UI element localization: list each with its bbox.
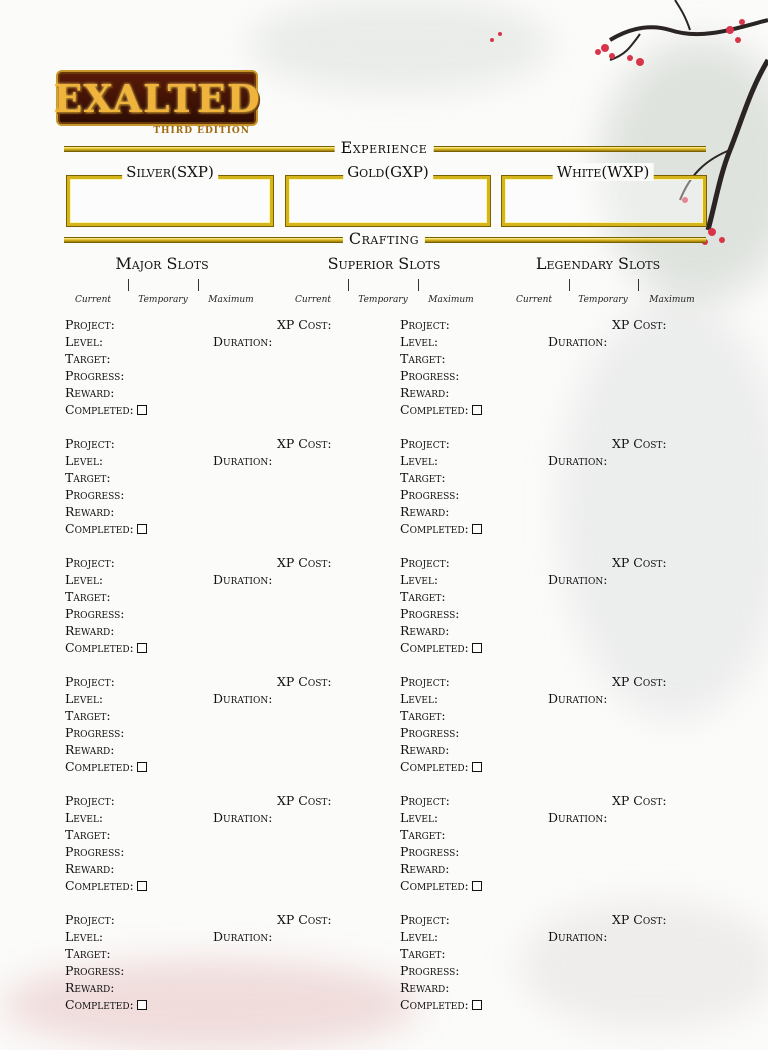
superior-maximum-label: Maximum xyxy=(428,295,474,305)
xp-cost-label: XP Cost: xyxy=(612,793,667,808)
silver-xp-box[interactable] xyxy=(67,176,273,226)
reward-label: Reward: xyxy=(400,861,450,876)
completed-checkbox[interactable] xyxy=(137,1000,147,1010)
duration-label: Duration: xyxy=(548,929,608,944)
completed-label: Completed: xyxy=(400,878,469,893)
level-label: Level: xyxy=(400,334,439,349)
completed-label-row xyxy=(400,403,482,417)
reward-label-row xyxy=(65,862,115,876)
level-label: Level: xyxy=(400,810,439,825)
project-entry xyxy=(400,318,700,418)
major-current-label: Current xyxy=(74,295,112,305)
xp-cost-label: XP Cost: xyxy=(612,555,667,570)
gold-xp-box[interactable] xyxy=(286,176,490,226)
level-label: Level: xyxy=(400,572,439,587)
project-entry xyxy=(400,794,700,894)
reward-label: Reward: xyxy=(65,742,115,757)
xp-cost-label: XP Cost: xyxy=(612,912,667,927)
progress-label: Progress: xyxy=(400,606,460,621)
duration-label: Duration: xyxy=(548,691,608,706)
completed-checkbox[interactable] xyxy=(137,524,147,534)
completed-label-row xyxy=(65,760,147,774)
progress-label-row xyxy=(400,488,460,502)
superior-slots-title: Superior Slots xyxy=(327,254,441,273)
project-label-row xyxy=(400,675,450,689)
reward-label-row xyxy=(65,743,115,757)
target-label: Target: xyxy=(65,708,111,723)
reward-label: Reward: xyxy=(65,385,115,400)
xp-cost-label: XP Cost: xyxy=(277,436,332,451)
exalted-logo xyxy=(53,70,261,136)
progress-label: Progress: xyxy=(400,487,460,502)
reward-label: Reward: xyxy=(400,742,450,757)
project-entry xyxy=(400,437,700,537)
duration-label: Duration: xyxy=(213,572,273,587)
major-temporary-label: Temporary xyxy=(138,295,188,305)
reward-label-row xyxy=(400,981,450,995)
progress-label-row xyxy=(65,964,125,978)
level-label-row xyxy=(65,692,103,706)
level-label-row xyxy=(400,454,438,468)
project-entry xyxy=(400,675,700,775)
project-entry xyxy=(65,675,365,775)
target-label: Target: xyxy=(400,708,446,723)
progress-label-row xyxy=(65,726,125,740)
superior-current-label: Current xyxy=(294,295,332,305)
level-label: Level: xyxy=(400,929,439,944)
xp-cost-label: XP Cost: xyxy=(277,674,332,689)
slot-separator xyxy=(569,279,570,291)
completed-label: Completed: xyxy=(400,521,469,536)
target-label: Target: xyxy=(400,827,446,842)
reward-label-row xyxy=(65,505,115,519)
progress-label: Progress: xyxy=(400,963,460,978)
white-xp-label: White(WXP) xyxy=(553,163,654,181)
completed-label: Completed: xyxy=(65,997,134,1012)
white-xp-box[interactable] xyxy=(502,176,706,226)
reward-label: Reward: xyxy=(400,623,450,638)
completed-checkbox[interactable] xyxy=(137,881,147,891)
project-label-row xyxy=(65,437,115,451)
target-label: Target: xyxy=(65,589,111,604)
duration-label: Duration: xyxy=(213,453,273,468)
progress-label-row xyxy=(400,607,460,621)
progress-label: Progress: xyxy=(400,368,460,383)
completed-checkbox[interactable] xyxy=(137,762,147,772)
level-label: Level: xyxy=(65,810,104,825)
level-label: Level: xyxy=(65,929,104,944)
progress-label-row xyxy=(65,845,125,859)
duration-label: Duration: xyxy=(213,691,273,706)
duration-label: Duration: xyxy=(548,453,608,468)
progress-label-row xyxy=(400,369,460,383)
crafting-title: Crafting xyxy=(343,230,425,248)
target-label-row xyxy=(400,947,446,961)
progress-label: Progress: xyxy=(400,725,460,740)
reward-label-row xyxy=(65,981,115,995)
target-label-row xyxy=(400,828,446,842)
completed-label: Completed: xyxy=(400,640,469,655)
project-label: Project: xyxy=(65,912,115,927)
level-label-row xyxy=(65,930,103,944)
reward-label: Reward: xyxy=(400,385,450,400)
reward-label-row xyxy=(400,624,450,638)
xp-cost-label: XP Cost: xyxy=(612,317,667,332)
completed-checkbox[interactable] xyxy=(472,524,482,534)
project-label-row xyxy=(400,556,450,570)
logo-title: EXALTED xyxy=(56,70,258,126)
target-label-row xyxy=(400,590,446,604)
target-label: Target: xyxy=(400,470,446,485)
duration-label: Duration: xyxy=(213,810,273,825)
reward-label: Reward: xyxy=(65,861,115,876)
slot-separator xyxy=(348,279,349,291)
project-label: Project: xyxy=(400,912,450,927)
progress-label-row xyxy=(400,964,460,978)
slot-separator xyxy=(128,279,129,291)
legendary-slots-title: Legendary Slots xyxy=(535,254,661,273)
experience-title: Experience xyxy=(335,139,434,157)
legendary-maximum-label: Maximum xyxy=(649,295,695,305)
completed-label-row xyxy=(400,879,482,893)
completed-label: Completed: xyxy=(65,878,134,893)
project-label: Project: xyxy=(65,436,115,451)
project-entry xyxy=(65,318,365,418)
completed-label: Completed: xyxy=(400,402,469,417)
silver-xp-label: Silver(SXP) xyxy=(122,163,218,181)
project-label: Project: xyxy=(400,317,450,332)
level-label-row xyxy=(65,454,103,468)
progress-label-row xyxy=(400,845,460,859)
completed-checkbox[interactable] xyxy=(472,643,482,653)
slot-separator xyxy=(638,279,639,291)
project-entry xyxy=(400,556,700,656)
level-label: Level: xyxy=(65,691,104,706)
progress-label-row xyxy=(65,369,125,383)
slot-separator xyxy=(418,279,419,291)
completed-label: Completed: xyxy=(65,640,134,655)
project-label-row xyxy=(65,318,115,332)
completed-checkbox[interactable] xyxy=(137,405,147,415)
duration-label: Duration: xyxy=(548,572,608,587)
project-label-row xyxy=(65,675,115,689)
progress-label: Progress: xyxy=(65,487,125,502)
completed-label-row xyxy=(65,641,147,655)
target-label: Target: xyxy=(65,470,111,485)
completed-label-row xyxy=(65,998,147,1012)
target-label: Target: xyxy=(65,946,111,961)
project-label-row xyxy=(65,556,115,570)
completed-label-row xyxy=(65,879,147,893)
duration-label: Duration: xyxy=(548,810,608,825)
xp-cost-label: XP Cost: xyxy=(612,436,667,451)
target-label: Target: xyxy=(400,946,446,961)
reward-label: Reward: xyxy=(400,980,450,995)
progress-label: Progress: xyxy=(65,963,125,978)
reward-label-row xyxy=(400,862,450,876)
completed-label-row xyxy=(400,998,482,1012)
completed-checkbox[interactable] xyxy=(137,643,147,653)
target-label-row xyxy=(65,590,111,604)
level-label: Level: xyxy=(400,691,439,706)
major-maximum-label: Maximum xyxy=(208,295,254,305)
level-label-row xyxy=(400,335,438,349)
completed-checkbox[interactable] xyxy=(472,881,482,891)
project-label-row xyxy=(400,437,450,451)
xp-cost-label: XP Cost: xyxy=(277,793,332,808)
reward-label-row xyxy=(400,743,450,757)
level-label: Level: xyxy=(65,334,104,349)
slot-separator xyxy=(198,279,199,291)
reward-label: Reward: xyxy=(400,504,450,519)
project-entry xyxy=(65,556,365,656)
completed-checkbox[interactable] xyxy=(472,405,482,415)
background-wash xyxy=(250,0,550,90)
level-label-row xyxy=(65,573,103,587)
target-label: Target: xyxy=(400,589,446,604)
project-label: Project: xyxy=(65,793,115,808)
level-label: Level: xyxy=(65,453,104,468)
completed-label: Completed: xyxy=(65,402,134,417)
completed-label: Completed: xyxy=(65,521,134,536)
reward-label-row xyxy=(400,505,450,519)
completed-checkbox[interactable] xyxy=(472,762,482,772)
progress-label: Progress: xyxy=(400,844,460,859)
logo-subtitle: THIRD EDITION xyxy=(153,126,250,136)
project-label: Project: xyxy=(65,674,115,689)
level-label-row xyxy=(65,335,103,349)
target-label-row xyxy=(400,352,446,366)
completed-label-row xyxy=(400,760,482,774)
xp-cost-label: XP Cost: xyxy=(612,674,667,689)
target-label-row xyxy=(400,471,446,485)
project-entry xyxy=(65,794,365,894)
target-label-row xyxy=(65,947,111,961)
level-label: Level: xyxy=(65,572,104,587)
reward-label-row xyxy=(65,386,115,400)
project-label-row xyxy=(400,318,450,332)
duration-label: Duration: xyxy=(213,929,273,944)
progress-label-row xyxy=(65,607,125,621)
project-label: Project: xyxy=(400,793,450,808)
progress-label: Progress: xyxy=(65,606,125,621)
completed-label: Completed: xyxy=(400,759,469,774)
project-label-row xyxy=(400,913,450,927)
target-label-row xyxy=(65,352,111,366)
completed-label-row xyxy=(400,641,482,655)
xp-cost-label: XP Cost: xyxy=(277,912,332,927)
project-label: Project: xyxy=(400,555,450,570)
xp-cost-label: XP Cost: xyxy=(277,555,332,570)
completed-label-row xyxy=(400,522,482,536)
completed-label-row xyxy=(65,403,147,417)
gold-xp-label: Gold(GXP) xyxy=(343,163,433,181)
reward-label: Reward: xyxy=(65,980,115,995)
target-label-row xyxy=(65,709,111,723)
project-label-row xyxy=(65,913,115,927)
level-label: Level: xyxy=(400,453,439,468)
target-label-row xyxy=(65,471,111,485)
completed-checkbox[interactable] xyxy=(472,1000,482,1010)
progress-label-row xyxy=(65,488,125,502)
duration-label: Duration: xyxy=(213,334,273,349)
target-label: Target: xyxy=(65,827,111,842)
progress-label: Progress: xyxy=(65,368,125,383)
xp-cost-label: XP Cost: xyxy=(277,317,332,332)
progress-label: Progress: xyxy=(65,725,125,740)
project-entry xyxy=(65,913,365,1013)
target-label-row xyxy=(65,828,111,842)
project-label: Project: xyxy=(400,436,450,451)
reward-label-row xyxy=(65,624,115,638)
legendary-temporary-label: Temporary xyxy=(578,295,628,305)
superior-temporary-label: Temporary xyxy=(358,295,408,305)
project-label: Project: xyxy=(65,317,115,332)
target-label: Target: xyxy=(400,351,446,366)
project-entry xyxy=(65,437,365,537)
level-label-row xyxy=(400,930,438,944)
project-entry xyxy=(400,913,700,1013)
duration-label: Duration: xyxy=(548,334,608,349)
level-label-row xyxy=(65,811,103,825)
level-label-row xyxy=(400,692,438,706)
reward-label: Reward: xyxy=(65,623,115,638)
legendary-current-label: Current xyxy=(515,295,553,305)
level-label-row xyxy=(400,573,438,587)
progress-label-row xyxy=(400,726,460,740)
completed-label-row xyxy=(65,522,147,536)
completed-label: Completed: xyxy=(400,997,469,1012)
completed-label: Completed: xyxy=(65,759,134,774)
target-label: Target: xyxy=(65,351,111,366)
reward-label: Reward: xyxy=(65,504,115,519)
target-label-row xyxy=(400,709,446,723)
major-slots-title: Major Slots xyxy=(115,254,209,273)
reward-label-row xyxy=(400,386,450,400)
project-label-row xyxy=(65,794,115,808)
progress-label: Progress: xyxy=(65,844,125,859)
project-label: Project: xyxy=(400,674,450,689)
project-label-row xyxy=(400,794,450,808)
level-label-row xyxy=(400,811,438,825)
project-label: Project: xyxy=(65,555,115,570)
